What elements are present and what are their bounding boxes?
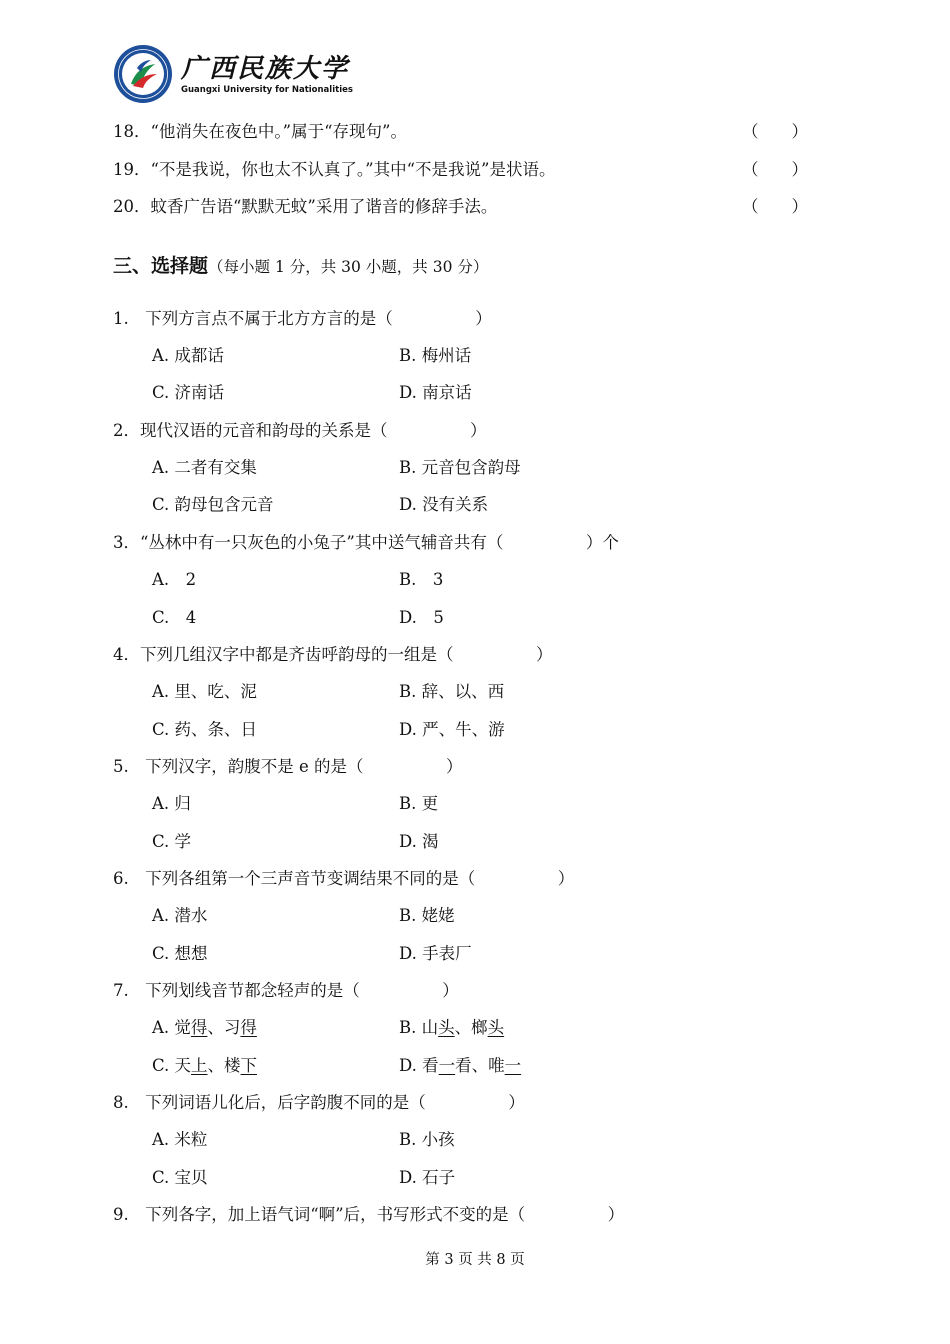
tf-answer-paren-19: （ ） [742,160,808,179]
q7-a-text-1: A. 觉 [152,1018,191,1037]
q7-c-underlined-1: 上 [191,1056,208,1075]
q7-d-underlined-1: 一 [438,1056,456,1075]
q3-option-a: A. 2 [152,570,197,589]
logo-chinese-name: 广西民族大学 [181,54,350,84]
section-heading [113,251,488,278]
q1-option-d: D. 南京话 [399,383,472,402]
page-number: 第 3 页 共 8 页 [425,1252,525,1268]
q2-option-c: C. 韵母包含元音 [152,495,274,514]
q5-option-c: C. 学 [152,832,192,851]
question-1: 1. 下列方言点不属于北方方言的是（ ） [113,309,492,328]
q2-option-d: D. 没有关系 [399,495,489,514]
q7-c-underlined-2: 下 [240,1056,258,1075]
question-5: 5. 下列汉字，韵腹不是 e 的是（ ） [113,757,463,776]
q3-option-d: D. 5 [399,608,444,627]
question-8: 8. 下列词语儿化后，后字韵腹不同的是（ ） [113,1093,525,1112]
q7-a-underlined-1: 得 [190,1018,208,1037]
tf-answer-paren-20: （ ） [742,197,808,216]
q8-option-c: C. 宝贝 [152,1168,208,1187]
q7-d-text-2: 看、唯 [455,1056,505,1075]
q6-option-a: A. 潜水 [152,906,208,925]
q7-b-underlined-1: 头 [438,1018,455,1037]
q8-option-b: B. 小孩 [399,1130,455,1149]
q7-d-text-1: D. 看 [399,1056,439,1075]
university-seal-icon [113,44,173,104]
q7-b-text-1: B. 山 [399,1018,439,1037]
q6-option-b: B. 姥姥 [399,906,455,925]
q5-option-d: D. 渴 [399,832,439,851]
q7-option-b [399,1017,504,1039]
q2-option-a: A. 二者有交集 [152,458,257,477]
q7-b-text-2: 、榔 [454,1018,488,1037]
q8-option-a: A. 米粒 [152,1130,208,1149]
q7-a-text-2: 、习 [207,1018,241,1037]
q1-option-a: A. 成都话 [152,346,224,365]
question-7: 7. 下列划线音节都念轻声的是（ ） [113,981,459,1000]
q7-c-text-2: 、楼 [207,1056,241,1075]
q7-option-d [399,1055,521,1077]
q4-option-b: B. 辞、以、西 [399,682,505,701]
question-2: 2．现代汉语的元音和韵母的关系是（ ） [113,421,487,440]
q7-c-text-1: C. 天 [152,1056,192,1075]
question-9: 9. 下列各字，加上语气词“啊”后，书写形式不变的是（ ） [113,1205,625,1224]
section-scoring-note: （每小题 1 分，共 30 小题，共 30 分） [208,258,489,276]
q1-option-b: B. 梅州话 [399,346,472,365]
q3-option-b: B. 3 [399,570,444,589]
q7-option-a [152,1017,257,1039]
q7-a-underlined-2: 得 [240,1018,257,1037]
q2-option-b: B. 元音包含韵母 [399,458,521,477]
tf-answer-paren-18: （ ） [742,122,808,141]
q4-option-d: D. 严、牛、游 [399,720,505,739]
tf-item-18: 18．“他消失在夜色中。”属于“存现句”。 [113,122,407,141]
q6-option-c: C. 想想 [152,944,208,963]
q7-b-underlined-2: 头 [487,1018,505,1037]
tf-item-20: 20．蚊香广告语“默默无蚊”采用了谐音的修辞手法。 [113,197,498,216]
q7-d-underlined-2: 一 [504,1056,522,1075]
question-3: 3．“丛林中有一只灰色的小兔子”其中送气辅音共有（ ）个 [113,533,619,552]
university-logo [113,44,353,104]
q5-option-b: B. 更 [399,794,439,813]
q6-option-d: D. 手表厂 [399,944,472,963]
q8-option-d: D. 石子 [399,1168,456,1187]
q7-option-c [152,1055,257,1077]
q4-option-c: C. 药、条、日 [152,720,258,739]
q3-option-c: C. 4 [152,608,197,627]
q4-option-a: A. 里、吃、泥 [152,682,257,701]
logo-english-name: Guangxi University for Nationalities [181,85,353,95]
tf-item-19: 19．“不是我说，你也太不认真了。”其中“不是我说”是状语。 [113,160,556,179]
q5-option-a: A. 归 [152,794,191,813]
question-6: 6. 下列各组第一个三声音节变调结果不同的是（ ） [113,869,575,888]
section-title: 三、选择题 [113,255,209,277]
question-4: 4．下列几组汉字中都是齐齿呼韵母的一组是（ ） [113,645,553,664]
q1-option-c: C. 济南话 [152,383,225,402]
